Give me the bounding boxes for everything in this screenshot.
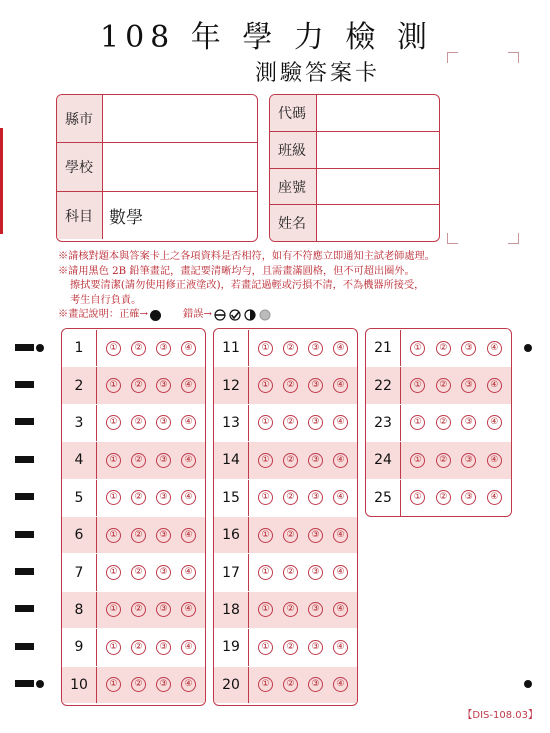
answer-bubble[interactable]: ③ [308, 490, 323, 505]
timing-mark [15, 680, 34, 687]
question-row [214, 628, 357, 665]
answer-bubble[interactable]: ② [283, 640, 298, 655]
timing-mark [15, 568, 34, 575]
info-row-class[interactable] [270, 132, 439, 169]
answer-options [97, 415, 205, 430]
answer-options [249, 341, 357, 356]
answer-options [401, 378, 511, 393]
answer-bubble[interactable]: ② [436, 453, 451, 468]
answer-bubble[interactable]: ① [258, 640, 273, 655]
answer-bubble[interactable]: ④ [181, 378, 196, 393]
answer-bubble[interactable]: ② [283, 602, 298, 617]
timing-mark [15, 344, 34, 351]
question-number: 1 [62, 330, 97, 366]
answer-column-1 [61, 328, 206, 706]
seat-number-field[interactable] [317, 169, 439, 204]
answer-bubble[interactable]: ④ [181, 341, 196, 356]
answer-bubble[interactable]: ④ [487, 378, 502, 393]
corner-mark-top-left [447, 52, 458, 63]
answer-bubble[interactable]: ③ [308, 378, 323, 393]
answer-options [97, 602, 205, 617]
question-number: 4 [62, 442, 97, 478]
question-number: 18 [214, 592, 249, 628]
question-row [366, 329, 511, 366]
info-label: 科目 [57, 192, 103, 239]
instruction-line: ※請用黑色 2B 鉛筆畫記，畫記要清晰均勻，且需畫滿圓格，但不可超出圈外。 [58, 265, 415, 277]
answer-bubble[interactable]: ① [106, 677, 121, 692]
question-number: 22 [366, 367, 401, 403]
answer-options [249, 528, 357, 543]
card-subtitle: 測驗答案卡 [255, 61, 381, 86]
answer-options [249, 602, 357, 617]
answer-bubble[interactable]: ① [258, 453, 273, 468]
question-row [62, 666, 205, 703]
answer-bubble[interactable]: ④ [487, 415, 502, 430]
answer-bubble[interactable]: ② [283, 415, 298, 430]
question-row [62, 329, 205, 366]
answer-options [401, 453, 511, 468]
answer-bubble[interactable]: ③ [461, 415, 476, 430]
class-field[interactable] [317, 132, 439, 168]
question-row [62, 516, 205, 553]
answer-bubble[interactable]: ④ [333, 602, 348, 617]
timing-mark [15, 605, 34, 612]
answer-bubble[interactable]: ③ [308, 528, 323, 543]
answer-bubble[interactable]: ④ [333, 415, 348, 430]
info-row-seat[interactable] [270, 169, 439, 205]
answer-column-3 [365, 328, 512, 517]
question-number: 6 [62, 517, 97, 553]
answer-bubble[interactable]: ① [258, 378, 273, 393]
question-row [366, 441, 511, 478]
answer-bubble[interactable]: ④ [333, 528, 348, 543]
info-label: 代碼 [270, 95, 317, 131]
answer-bubble[interactable]: ④ [181, 640, 196, 655]
answer-bubble[interactable]: ② [283, 528, 298, 543]
question-number: 7 [62, 554, 97, 590]
answer-options [249, 453, 357, 468]
name-field[interactable] [317, 205, 439, 241]
registration-dot [36, 680, 44, 688]
answer-bubble[interactable]: ③ [308, 565, 323, 580]
answer-bubble[interactable]: ① [410, 490, 425, 505]
answer-bubble[interactable]: ① [106, 415, 121, 430]
answer-bubble[interactable]: ③ [461, 341, 476, 356]
question-row [366, 404, 511, 441]
question-row [62, 479, 205, 516]
answer-bubble[interactable]: ② [131, 378, 146, 393]
answer-options [97, 677, 205, 692]
answer-bubble[interactable]: ③ [156, 415, 171, 430]
answer-bubble[interactable]: ① [106, 565, 121, 580]
info-row-name[interactable] [270, 205, 439, 241]
answer-options [97, 453, 205, 468]
answer-bubble[interactable]: ④ [181, 528, 196, 543]
answer-options [97, 490, 205, 505]
answer-bubble[interactable]: ② [131, 602, 146, 617]
answer-options [401, 490, 511, 505]
answer-bubble[interactable]: ② [436, 378, 451, 393]
question-number: 8 [62, 592, 97, 628]
answer-options [97, 378, 205, 393]
info-label: 班級 [270, 132, 317, 168]
registration-dot [36, 344, 44, 352]
question-number: 14 [214, 442, 249, 478]
instruction-line: 擦拭要清潔(請勿使用修正液塗改)，若畫記過輕或污損不清，不為機器所接受， [70, 280, 425, 291]
answer-bubble[interactable]: ③ [308, 341, 323, 356]
answer-bubble[interactable]: ① [258, 677, 273, 692]
question-number: 3 [62, 405, 97, 441]
answer-bubble[interactable]: ③ [156, 453, 171, 468]
answer-bubble[interactable]: ④ [181, 490, 196, 505]
answer-options [97, 341, 205, 356]
answer-options [401, 415, 511, 430]
answer-bubble[interactable]: ④ [333, 453, 348, 468]
answer-bubble[interactable]: ④ [333, 378, 348, 393]
answer-bubble[interactable]: ② [131, 528, 146, 543]
instructions [58, 250, 538, 323]
answer-bubble[interactable]: ④ [181, 565, 196, 580]
answer-bubble[interactable]: ② [436, 490, 451, 505]
answer-options [249, 378, 357, 393]
answer-bubble[interactable]: ③ [156, 565, 171, 580]
answer-bubble[interactable]: ① [106, 640, 121, 655]
info-label: 縣市 [57, 95, 103, 142]
answer-bubble[interactable]: ② [283, 490, 298, 505]
info-row-county[interactable] [57, 95, 257, 143]
answer-bubble[interactable]: ④ [333, 565, 348, 580]
legend-correct-label: ※畫記說明：正確→ [58, 309, 149, 320]
answer-bubble[interactable]: ③ [461, 490, 476, 505]
answer-bubble[interactable]: ④ [487, 341, 502, 356]
answer-bubble[interactable]: ② [131, 677, 146, 692]
answer-bubble[interactable]: ① [258, 565, 273, 580]
answer-bubble[interactable]: ① [106, 602, 121, 617]
corner-mark-bottom-left [447, 233, 458, 244]
student-info-box-right [269, 94, 440, 242]
answer-bubble[interactable]: ② [283, 378, 298, 393]
answer-column-2 [213, 328, 358, 706]
question-row [366, 366, 511, 403]
answer-bubble[interactable]: ③ [308, 640, 323, 655]
answer-bubble[interactable]: ② [131, 415, 146, 430]
answer-bubble[interactable]: ③ [156, 602, 171, 617]
answer-bubble[interactable]: ③ [461, 378, 476, 393]
info-label: 學校 [57, 143, 103, 191]
question-number: 16 [214, 517, 249, 553]
question-row [62, 366, 205, 403]
question-number: 11 [214, 330, 249, 366]
marking-legend [58, 308, 538, 323]
answer-bubble[interactable]: ② [283, 565, 298, 580]
corner-mark-bottom-right [508, 233, 519, 244]
question-number: 19 [214, 629, 249, 665]
info-label: 座號 [270, 169, 317, 204]
answer-bubble[interactable]: ① [258, 490, 273, 505]
timing-mark [15, 493, 34, 500]
registration-dot [524, 344, 532, 352]
answer-bubble[interactable]: ② [131, 453, 146, 468]
question-number: 12 [214, 367, 249, 403]
answer-bubble[interactable]: ① [106, 490, 121, 505]
answer-bubble[interactable]: ③ [308, 677, 323, 692]
question-row [214, 666, 357, 703]
timing-mark [15, 456, 34, 463]
question-row [62, 404, 205, 441]
answer-bubble[interactable]: ④ [487, 453, 502, 468]
question-number: 17 [214, 554, 249, 590]
question-number: 2 [62, 367, 97, 403]
county-field[interactable] [103, 95, 257, 142]
answer-options [249, 640, 357, 655]
answer-options [249, 565, 357, 580]
code-field[interactable] [317, 95, 439, 131]
answer-bubble[interactable]: ② [436, 415, 451, 430]
question-row [62, 441, 205, 478]
answer-options [249, 677, 357, 692]
answer-options [97, 640, 205, 655]
registration-dot [524, 680, 532, 688]
timing-mark [15, 531, 34, 538]
answer-bubble[interactable]: ③ [461, 453, 476, 468]
answer-bubble[interactable]: ② [436, 341, 451, 356]
answer-bubble[interactable]: ② [131, 640, 146, 655]
answer-bubble[interactable]: ④ [181, 415, 196, 430]
question-number: 15 [214, 480, 249, 516]
timing-mark [15, 381, 34, 388]
instruction-line: 考生自行負責。 [70, 294, 142, 306]
answer-bubble[interactable]: ④ [181, 677, 196, 692]
answer-options [401, 341, 511, 356]
answer-bubble[interactable]: ③ [308, 453, 323, 468]
answer-bubble[interactable]: ① [106, 378, 121, 393]
answer-bubble[interactable]: ④ [333, 490, 348, 505]
question-number: 24 [366, 442, 401, 478]
question-row [62, 591, 205, 628]
answer-bubble[interactable]: ① [410, 453, 425, 468]
subject-field[interactable]: 數學 [109, 208, 143, 228]
answer-bubble[interactable]: ④ [487, 490, 502, 505]
answer-bubble[interactable]: ④ [181, 453, 196, 468]
answer-bubble[interactable]: ① [258, 341, 273, 356]
question-row [366, 479, 511, 516]
answer-bubble[interactable]: ① [106, 528, 121, 543]
answer-bubble[interactable]: ② [131, 341, 146, 356]
corner-mark-top-right [508, 52, 519, 63]
info-row-subject[interactable] [57, 192, 257, 239]
answer-bubble[interactable]: ④ [333, 677, 348, 692]
answer-bubble[interactable]: ② [283, 341, 298, 356]
card-title: 108 年 學 力 檢 測 [100, 20, 433, 55]
answer-bubble[interactable]: ③ [156, 677, 171, 692]
timing-mark [15, 418, 34, 425]
question-number: 9 [62, 629, 97, 665]
student-info-box-left [56, 94, 258, 242]
legend-wrong-label: 錯誤→ [183, 309, 212, 320]
answer-bubble[interactable]: ③ [156, 341, 171, 356]
answer-options [249, 415, 357, 430]
question-number: 13 [214, 405, 249, 441]
info-row-code[interactable] [270, 95, 439, 132]
question-number: 21 [366, 330, 401, 366]
edge-marker [0, 128, 3, 234]
question-row [62, 628, 205, 665]
question-row [214, 366, 357, 403]
question-row [62, 553, 205, 590]
answer-bubble[interactable]: ③ [308, 602, 323, 617]
answer-bubble[interactable]: ④ [333, 341, 348, 356]
answer-bubble[interactable]: ① [258, 528, 273, 543]
answer-bubble[interactable]: ① [410, 415, 425, 430]
question-row [214, 553, 357, 590]
wrong-marks-icon [214, 309, 276, 321]
question-row [214, 441, 357, 478]
answer-bubble[interactable]: ① [106, 453, 121, 468]
instruction-line: ※請核對題本與答案卡上之各項資料是否相符，如有不符應立即通知主試老師處理。 [58, 251, 435, 262]
answer-bubble[interactable]: ③ [156, 640, 171, 655]
question-row [214, 516, 357, 553]
info-label: 姓名 [270, 205, 317, 241]
answer-bubble[interactable]: ③ [156, 378, 171, 393]
answer-bubble[interactable]: ② [131, 565, 146, 580]
answer-bubble[interactable]: ① [258, 602, 273, 617]
answer-bubble[interactable]: ① [410, 378, 425, 393]
answer-bubble[interactable]: ① [410, 341, 425, 356]
question-number: 23 [366, 405, 401, 441]
answer-bubble[interactable]: ② [131, 490, 146, 505]
question-number: 25 [366, 480, 401, 516]
answer-bubble[interactable]: ③ [156, 490, 171, 505]
form-code: 【DIS-108.03】 [462, 710, 538, 721]
question-number: 20 [214, 667, 249, 703]
question-row [214, 329, 357, 366]
answer-bubble[interactable]: ③ [308, 415, 323, 430]
timing-mark [15, 643, 34, 650]
answer-options [97, 528, 205, 543]
answer-options [97, 565, 205, 580]
answer-bubble[interactable]: ① [258, 415, 273, 430]
filled-circle-icon [150, 310, 161, 321]
answer-bubble[interactable]: ① [106, 341, 121, 356]
question-row [214, 591, 357, 628]
school-field[interactable] [103, 143, 257, 191]
answer-bubble[interactable]: ③ [156, 528, 171, 543]
question-row [214, 404, 357, 441]
answer-bubble[interactable]: ④ [333, 640, 348, 655]
answer-options [249, 490, 357, 505]
answer-bubble[interactable]: ② [283, 453, 298, 468]
question-row [214, 479, 357, 516]
answer-bubble[interactable]: ④ [181, 602, 196, 617]
question-number: 10 [62, 667, 97, 703]
question-number: 5 [62, 480, 97, 516]
info-row-school[interactable] [57, 143, 257, 192]
answer-bubble[interactable]: ② [283, 677, 298, 692]
